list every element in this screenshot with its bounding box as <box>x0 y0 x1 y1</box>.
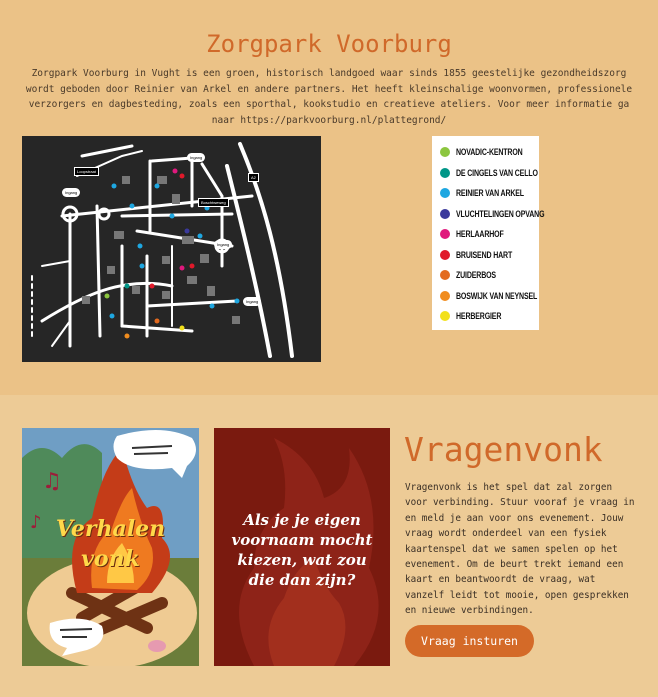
legend-label: REINIER VAN ARKEL <box>456 188 524 198</box>
legend-dot <box>440 291 450 301</box>
legend-dot <box>440 188 450 198</box>
legend-label: BOSWIJK VAN NEYNSEL <box>456 290 538 301</box>
legend-dot <box>440 209 450 219</box>
legend-dot <box>440 229 450 239</box>
legend-item <box>440 208 569 220</box>
legend-dot <box>440 270 450 280</box>
legend-label: HERBERGIER <box>456 311 502 321</box>
legend-label: VLUCHTELINGEN OPVANG <box>456 208 545 219</box>
legend-item <box>440 249 528 261</box>
legend-item <box>440 228 517 240</box>
map-label-ingang-bottom: Ingang <box>243 297 261 306</box>
legend-item <box>440 290 560 302</box>
map-label-ingang-top: Ingang <box>187 153 205 162</box>
card2-line-1: Als je je eigen <box>243 511 361 529</box>
card2-line-2: voornaam mocht <box>231 531 373 549</box>
zorgpark-title: Zorgpark Voorburg <box>206 30 452 58</box>
legend-item <box>440 269 507 281</box>
zorgpark-intro: Zorgpark Voorburg in Vught is een groen, historisch landgoed waar sinds 1855 geestelijke gezondheidszorg wordt geboden door Reinier van Arkel en andere partners. Het heeft kleinschalige woonvormen, professionele verzorgers en dagbesteding, zoals een sporthal, kookstudio en creatieve ateliers. Voor meer informatie ga naar https://parkvoorburg.nl/plattegrond/ <box>25 68 633 126</box>
card2-line-4: die dan zijn? <box>248 571 356 589</box>
vraag-insturen-button[interactable]: Vraag insturen <box>405 625 534 657</box>
map-label-ingang-left: Ingang <box>62 188 80 197</box>
map-label-loopstraat: Loopstraat <box>74 167 99 176</box>
card2-line-3: kiezen, wat zou <box>237 551 367 569</box>
card1-text <box>22 514 199 574</box>
park-map <box>22 136 321 362</box>
legend-dot <box>440 311 450 321</box>
question-card <box>214 428 390 666</box>
legend-item <box>440 187 543 199</box>
vragenvonk-description: Vragenvonk is het spel dat zal zorgen voor verbinding. Stuur vooraf je vraag in en meld je aan voor ons evenement. Jouw vraag wordt onderdeel van een fysiek kaartenspel dat we samen spelen op het evenement. Om de beurt trekt iemand een kaart en beantwoordt de vraag, wat vanzelf leidt tot mooie, open gesprekken en nieuwe verbindingen. <box>405 482 635 617</box>
svg-text:♫: ♫ <box>42 469 62 494</box>
map-label-a2: A2 <box>248 173 259 182</box>
legend-label: NOVADIC-KENTRON <box>456 147 523 157</box>
map-legend <box>432 136 545 330</box>
map-label-ingang-mid: Ingang <box>214 240 232 249</box>
vragenvonk-title: Vragenvonk <box>404 430 603 469</box>
legend-label: BRUISEND HART <box>456 249 513 260</box>
verhalenvonk-card <box>22 428 199 666</box>
legend-dot <box>440 168 450 178</box>
legend-item <box>440 167 561 179</box>
legend-label: ZUIDERBOS <box>456 270 496 280</box>
legend-item <box>440 146 541 158</box>
legend-dot <box>440 250 450 260</box>
legend-dot <box>440 147 450 157</box>
card2-text <box>214 510 390 590</box>
svg-text:♪: ♪ <box>30 512 42 533</box>
map-label-boschtweweg: Boschtweweg <box>198 198 229 207</box>
legend-label: DE CINGELS VAN CELLO <box>456 167 538 178</box>
legend-item <box>440 310 514 322</box>
card1-line-1: Verhalen <box>55 516 166 542</box>
legend-label: HERLAARHOF <box>456 229 504 239</box>
card1-line-2: vonk <box>81 546 140 572</box>
